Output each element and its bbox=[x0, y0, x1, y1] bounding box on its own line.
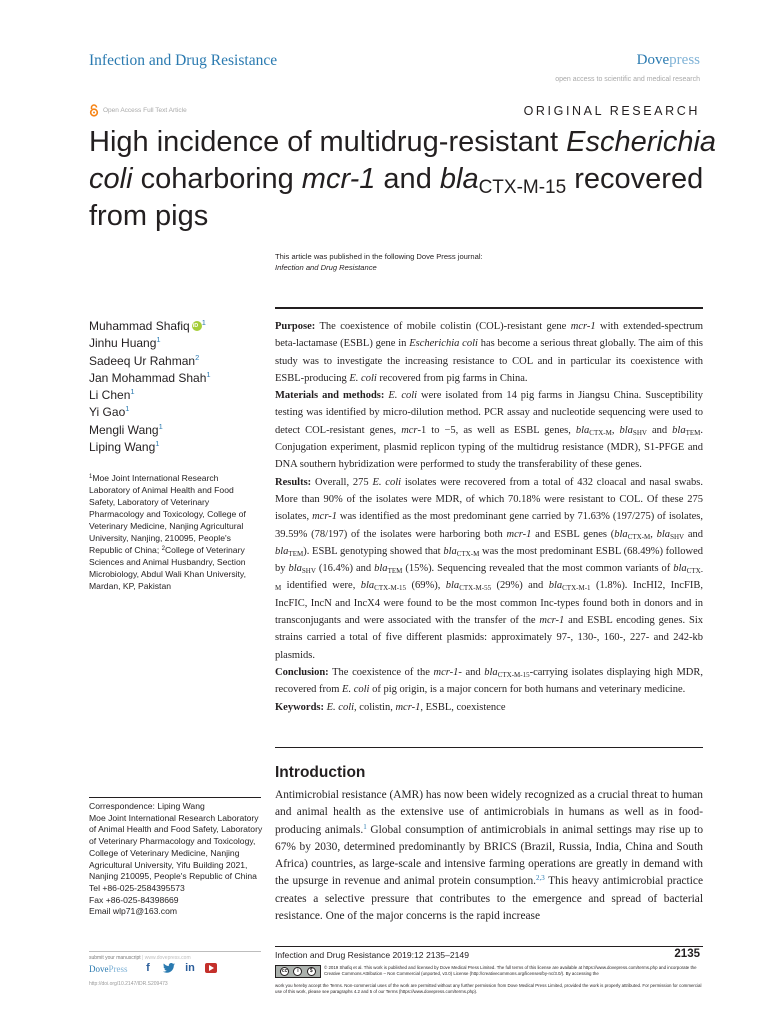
affiliations: $^1$Moe Joint International Research Laboratory of Animal Health and Food Safety, Laboratory of Veterinary Pharmacology and Toxicology, College of Veterinary Medicine, Nanjing Agricultural University, Nanjing, 210095, People's Republic of China; $^2$College of Veterinary Sciences and Animal Husbandry, Section Microbiology, Abdul Wali Khan University, Mardan, KP, Pakistan bbox=[89, 473, 246, 591]
title-italic: mcr-1 bbox=[301, 163, 376, 195]
author-list bbox=[89, 318, 211, 456]
article-type: ORIGINAL RESEARCH bbox=[523, 104, 700, 118]
title-part: and bbox=[375, 163, 440, 195]
journal-name[interactable]: Infection and Drug Resistance bbox=[89, 52, 278, 69]
author[interactable]: Li Chen$^1$ bbox=[89, 387, 135, 403]
license-text: © 2019 Shafiq et al. This work is published and licensed by Dove Medical Press Limited. The full terms of this license are available at https://www.dovepress.com/terms.php and incorporate the Creative Commons Attribution – Non Commercial (unported, v3.0) License (http://creativecommons.org/licenses/by-nc/3.0/). By accessing the bbox=[324, 965, 697, 977]
reference-link[interactable]: 2,3 bbox=[536, 874, 545, 883]
doi-link[interactable]: http://doi.org/10.2147/IDR.S209473 bbox=[89, 981, 168, 987]
author[interactable]: Sadeeq Ur Rahman$^2$ bbox=[89, 352, 200, 368]
open-access-icon bbox=[89, 104, 99, 117]
abstract-purpose: Purpose: The coexistence of mobile colistin (COL)-resistant gene mcr-1 with extended-spectrum beta-lactamase (ESBL) gene in Escherichia coli has become a serious threat globally. The aim of this study was to investigate the increasing resistance to COL and in particular its coexistence with ESBL-producing E. coli recovered from pig farms in China. bbox=[275, 321, 703, 384]
divider bbox=[275, 946, 703, 947]
orcid-icon[interactable] bbox=[192, 321, 202, 331]
title-part: High incidence of multidrug-resistant bbox=[89, 126, 567, 158]
title-italic: bla bbox=[439, 163, 479, 195]
correspondence-tel: Tel +86-025-2584395573 bbox=[89, 882, 185, 893]
abstract-keywords: Keywords: E. coli, colistin, mcr-1, ESBL, coexistence bbox=[275, 701, 506, 713]
title-subscript: CTX-M-15 bbox=[478, 177, 567, 198]
divider bbox=[275, 307, 703, 309]
reference-link[interactable]: 1 bbox=[363, 822, 367, 831]
publication-note bbox=[275, 251, 483, 273]
author[interactable]: Jan Mohammad Shah$^1$ bbox=[89, 369, 211, 385]
publication-note-line: This article was published in the following Dove Press journal: bbox=[275, 252, 483, 261]
title-part: coharboring bbox=[132, 163, 302, 195]
title-part: recovered from pigs bbox=[89, 163, 704, 232]
abstract-methods: Materials and methods: E. coli were isolated from 14 pig farms in Jiangsu China. Susceptibility testing was identified by micro-dilution method. PCR assay and nucleotide sequencing were used to detect COL-resistant genes, mcr-1 to −5, as well as ESBL genes, bla$_{CTX-M}$, bla$_{SHV}$ and bla$_{TEM}$. Conjugation experiment, plasmid replicon typing of the multidrug resistance (MDR), S1-PFGE and DNA southern hybridization were performed to study the transferability of these genes. bbox=[275, 390, 703, 471]
title-italic: Escherichia coli bbox=[89, 126, 717, 195]
footer-brand[interactable]: DovePress bbox=[89, 964, 128, 974]
page-number: 2135 bbox=[674, 948, 700, 960]
social-links bbox=[142, 962, 217, 974]
correspondence-fax: Fax +86-025-84398669 bbox=[89, 894, 179, 905]
author[interactable]: Jinhu Huang$^1$ bbox=[89, 335, 161, 351]
publisher-logo[interactable] bbox=[637, 52, 700, 69]
citation: Infection and Drug Resistance 2019:12 2135–2149 bbox=[275, 950, 469, 960]
abstract-conclusion: Conclusion: The coexistence of the mcr-1- and bla$_{CTX-M-15}$-carrying isolates displaying high MDR, recovered from E. coli of pig origin, is a major concern for both humans and veterinary medicine. bbox=[275, 666, 703, 696]
section-heading-introduction: Introduction bbox=[275, 764, 366, 781]
correspondence bbox=[89, 801, 264, 918]
author[interactable]: Yi Gao$^1$ bbox=[89, 404, 130, 420]
divider bbox=[89, 951, 261, 952]
twitter-icon[interactable] bbox=[163, 962, 175, 974]
linkedin-icon[interactable]: in bbox=[185, 962, 195, 974]
publisher-tagline: open access to scientific and medical research bbox=[555, 76, 700, 83]
publisher-main: Dove bbox=[636, 52, 670, 68]
author[interactable]: Muhammad ShafiqiD $^1$ bbox=[89, 318, 211, 335]
submit-manuscript[interactable]: submit your manuscript | www.dovepress.com bbox=[89, 955, 191, 961]
author[interactable]: Mengli Wang$^1$ bbox=[89, 421, 163, 437]
cc-license-icon[interactable]: cc i $ bbox=[275, 965, 321, 978]
publication-note-journal[interactable]: Infection and Drug Resistance bbox=[275, 263, 377, 272]
correspondence-email[interactable]: Email wlp71@163.com bbox=[89, 906, 178, 917]
introduction-text: Antimicrobial resistance (AMR) has now been widely recognized as a crucial threat to human and animal health as the extensive use of antimicrobials in humans as well as in food-producing animals.$^1$ Global consumption of antimicrobials in animal settings may rise up to 67% by 2030, determined predominantly by BRICS (Brazil, Russia, India, China and South Africa) countries, as large-scale and intensive farming operations are greatly in demand with the upsurge in revenue and animal protein consumption.$^{2,3}$ This heavy antimicrobial practice creates a selective pressure that contributes to the emergence and spread of bacterial resistance. One of the major concerns is the rapid increase bbox=[275, 789, 704, 923]
divider bbox=[275, 747, 703, 748]
divider bbox=[89, 797, 261, 798]
article-title bbox=[89, 124, 729, 235]
open-access-label: Open Access Full Text Article bbox=[103, 107, 187, 114]
facebook-icon[interactable]: f bbox=[146, 962, 150, 974]
abstract-results: Results: Overall, 275 E. coli isolates were recovered from a total of 432 cloacal and nasal swabs. More than 90% of the isolates were MDR, of which 70.18% were resistant to COL. Of these 275 isolates, mcr-1 was identified as the most predominant gene carried by 71.63% (197/275) of isolates, 39.59% (78/197) of the isolates were harboring both mcr-1 and ESBL genes (bla$_{CTX-M}$, bla$_{SHV}$ and bla$_{TEM}$). ESBL genotyping showed that bla$_{CTX-M}$ was the most predominant ESBL (68.49%) followed by bla$_{SHV}$ (16.4%) and bla$_{TEM}$ (15%). Sequencing revealed that the most common variants of bla$_{CTX-M}$ identified were, bla$_{CTX-M-15}$ (69%), bla$_{CTX-M-55}$ (29%) and bla$_{CTX-M-1}$ (1.8%). IncHI2, IncFIB, IncFIC, IncN and IncX4 were found to be the most common Inc-types found both in donors and in transconjugants and were associated with the transfer of the mcr-1 and ESBL encoding genes. Six strains carried a total of five different plasmids: approximately 97-, 130-, 160-, 227- and 242-kb plasmids. bbox=[275, 476, 704, 661]
abstract bbox=[275, 318, 703, 716]
youtube-icon[interactable] bbox=[205, 963, 217, 973]
license-text: work you hereby accept the Terms. Non-commercial uses of the work are permitted without any further permission from Dove Medical Press Limited, provided the work is properly attributed. For permission for commercial use of this work, please see paragraphs 4.2 and 5 of our Terms (https://www.dovepress.com/terms.php). bbox=[275, 983, 702, 995]
correspondence-label: Correspondence: Liping Wang bbox=[89, 801, 205, 811]
author[interactable]: Liping Wang$^1$ bbox=[89, 439, 160, 455]
publisher-suffix: press bbox=[669, 52, 700, 68]
correspondence-address: Moe Joint International Research Laboratory of Animal Health and Food Safety, Laboratory of Veterinary Pharmacology and Toxicology, College of Veterinary Medicine, Nanjing Agricultural University, Yifu Building 2021, Nanjing 210095, People's Republic of China bbox=[89, 812, 263, 882]
